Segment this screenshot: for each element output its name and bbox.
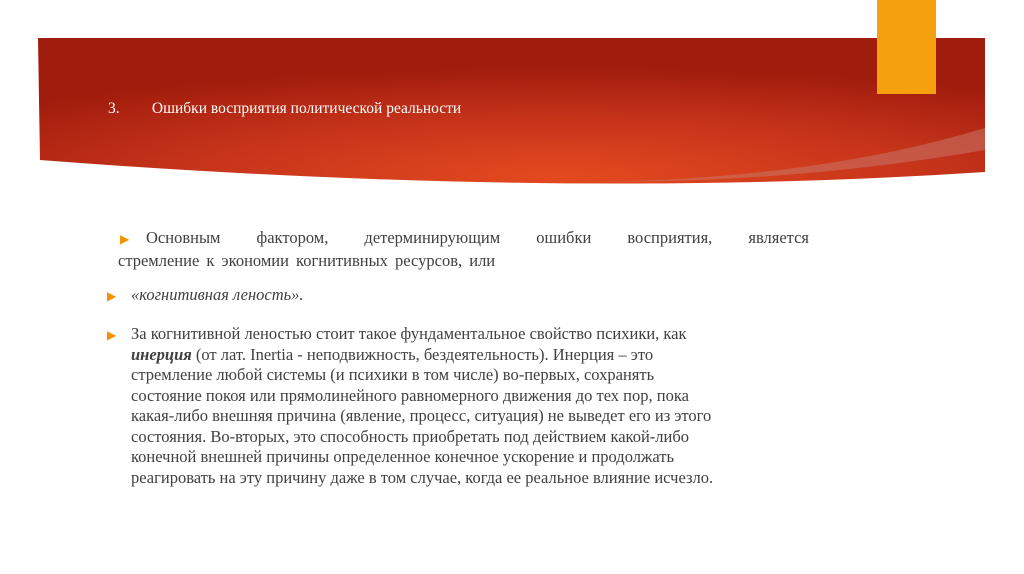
- triangle-right-icon: ▶: [107, 289, 117, 303]
- inertia-term: инерция: [131, 344, 192, 364]
- triangle-right-icon: ▶: [107, 328, 117, 342]
- paragraph-1-line-1: Основным фактором, детерминирующим ошибки восприятия, является: [146, 228, 809, 247]
- paragraph-3-line: [131, 345, 831, 366]
- paragraph-3-line: реагировать на эту причину даже в том случае, когда ее реальное влияние исчезло.: [131, 467, 714, 487]
- slide-title: [108, 100, 461, 118]
- triangle-right-icon: ▶: [120, 232, 130, 246]
- paragraph-3-line: конечной внешней причины определенное конечное ускорение и продолжать: [131, 447, 675, 466]
- paragraph-2: [131, 285, 304, 306]
- paragraph-3-line: стремление любой системы (и психики в том числе) во-первых, сохранять: [131, 365, 655, 384]
- accent-bar: [877, 0, 936, 94]
- paragraph-3-line: состояние покоя или прямолинейного равномерного движения до тех пор, пока: [131, 385, 689, 405]
- paragraph-3-line: состояния. Во-вторых, это способность приобретать под действием какой-либо: [131, 426, 690, 446]
- paragraph-3-line: какая-либо внешняя причина (явление, процесс, ситуация) не выведет его из этого: [131, 406, 712, 425]
- paragraph-3-line: За когнитивной леностью стоит такое фундаментальное свойство психики, как: [131, 324, 687, 343]
- paragraph-2-text: «когнитивная леность».: [131, 285, 304, 304]
- title-text: Ошибки восприятия политической реальности: [151, 100, 462, 117]
- paragraph-3-line-2-rest: (от лат. Inertia - неподвижность, бездеятельность). Инерция – это: [191, 344, 654, 364]
- title-number: 3.: [108, 100, 120, 117]
- paragraph-1-line-2: стремление к экономии когнитивных ресурсов, или: [118, 251, 496, 270]
- paragraph-3: [131, 324, 831, 488]
